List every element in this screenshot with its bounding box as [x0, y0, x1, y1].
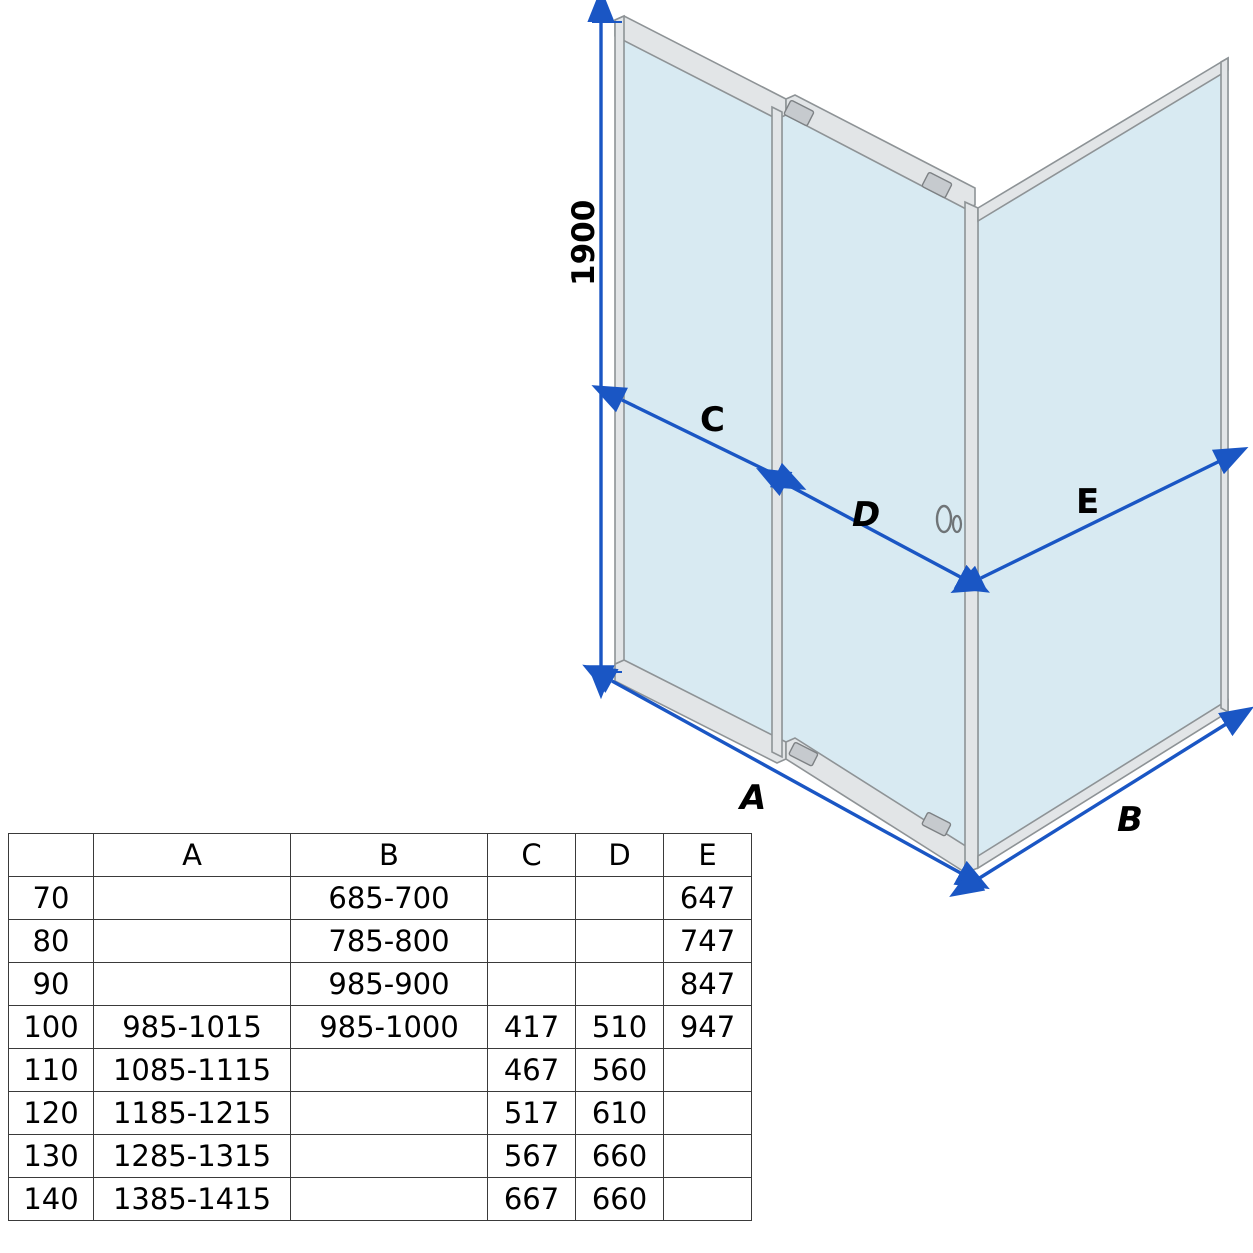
- dimension-table: [8, 833, 752, 1221]
- cell-d: 660: [576, 1135, 664, 1178]
- cell-a: 985-1015: [94, 1006, 291, 1049]
- cell-a: [94, 920, 291, 963]
- cell-b: [291, 1049, 488, 1092]
- table-row: [9, 877, 752, 920]
- dimension-label-e: E: [1076, 482, 1100, 522]
- cell-c: 467: [488, 1049, 576, 1092]
- cell-a: 1285-1315: [94, 1135, 291, 1178]
- cell-d: 510: [576, 1006, 664, 1049]
- table-row: [9, 920, 752, 963]
- cell-c: [488, 963, 576, 1006]
- cell-c: 417: [488, 1006, 576, 1049]
- dimension-label-d: D: [852, 495, 881, 535]
- cell-b: [291, 1092, 488, 1135]
- cell-c: [488, 920, 576, 963]
- cell-size: 110: [9, 1049, 94, 1092]
- table-row: [9, 1178, 752, 1221]
- table-header-d: D: [576, 834, 664, 877]
- table-header-a: A: [94, 834, 291, 877]
- table-row: [9, 1049, 752, 1092]
- cell-e: [664, 1178, 752, 1221]
- cell-size: 70: [9, 877, 94, 920]
- dimension-label-c: C: [700, 400, 725, 440]
- cell-d: 560: [576, 1049, 664, 1092]
- cell-b: [291, 1135, 488, 1178]
- cell-size: 100: [9, 1006, 94, 1049]
- cell-size: 140: [9, 1178, 94, 1221]
- cell-d: 660: [576, 1178, 664, 1221]
- table-row: [9, 1092, 752, 1135]
- cell-c: [488, 877, 576, 920]
- table-row: [9, 963, 752, 1006]
- table-header-row: [9, 834, 752, 877]
- cell-e: 647: [664, 877, 752, 920]
- cell-d: [576, 877, 664, 920]
- cell-size: 80: [9, 920, 94, 963]
- table-header-e: E: [664, 834, 752, 877]
- cell-c: 567: [488, 1135, 576, 1178]
- cell-b: 985-900: [291, 963, 488, 1006]
- dimension-label-height: 1900: [566, 199, 602, 286]
- cell-b: 785-800: [291, 920, 488, 963]
- cell-e: 947: [664, 1006, 752, 1049]
- table-header-c: C: [488, 834, 576, 877]
- cell-c: 517: [488, 1092, 576, 1135]
- cell-d: 610: [576, 1092, 664, 1135]
- cell-b: 685-700: [291, 877, 488, 920]
- cell-a: [94, 877, 291, 920]
- cell-c: 667: [488, 1178, 576, 1221]
- cell-d: [576, 963, 664, 1006]
- cell-b: 985-1000: [291, 1006, 488, 1049]
- cell-size: 130: [9, 1135, 94, 1178]
- cell-e: [664, 1135, 752, 1178]
- cell-a: 1185-1215: [94, 1092, 291, 1135]
- cell-a: 1085-1115: [94, 1049, 291, 1092]
- cell-e: [664, 1092, 752, 1135]
- dimension-label-a: A: [740, 778, 767, 818]
- cell-a: [94, 963, 291, 1006]
- front-left-glass-panel: [619, 28, 778, 752]
- dimension-label-b: B: [1117, 800, 1143, 840]
- table-row: [9, 1006, 752, 1049]
- cell-b: [291, 1178, 488, 1221]
- cell-e: [664, 1049, 752, 1092]
- table-header-b: B: [291, 834, 488, 877]
- cell-e: 847: [664, 963, 752, 1006]
- cell-e: 747: [664, 920, 752, 963]
- cell-d: [576, 920, 664, 963]
- cell-a: 1385-1415: [94, 1178, 291, 1221]
- cell-size: 90: [9, 963, 94, 1006]
- table-row: [9, 1135, 752, 1178]
- cell-size: 120: [9, 1092, 94, 1135]
- table-header-size: [9, 834, 94, 877]
